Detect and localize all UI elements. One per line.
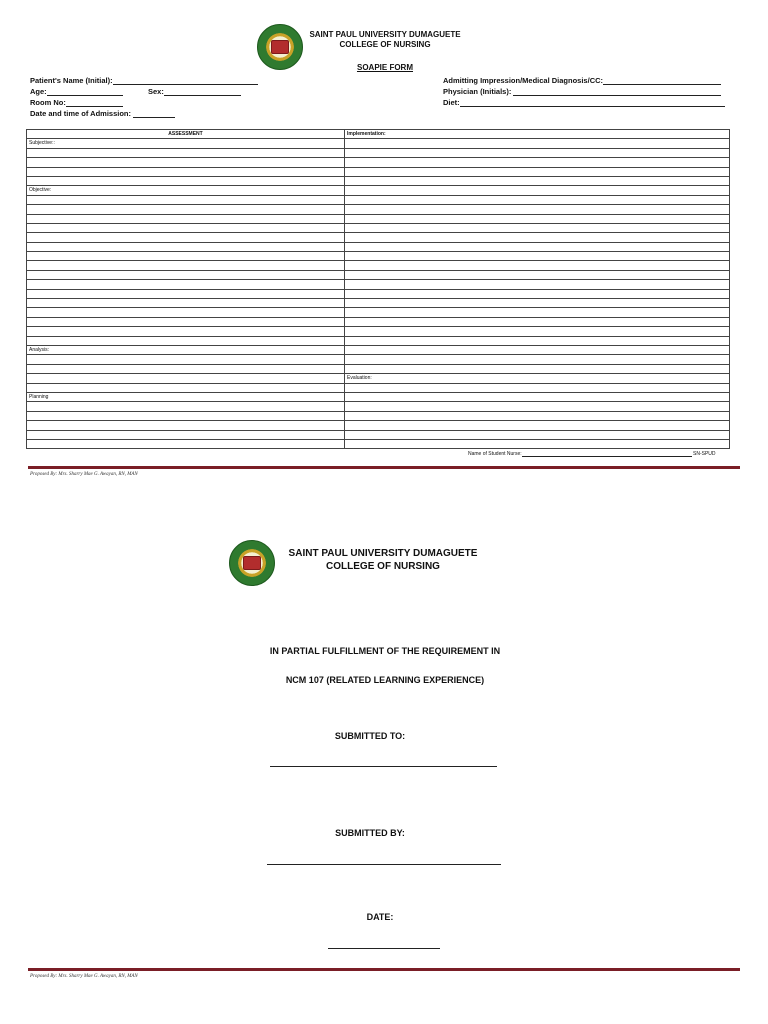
table-row [27,317,730,326]
evaluation-label[interactable]: Evaluation: [345,374,730,383]
table-row [27,214,730,223]
admission-line[interactable] [133,117,175,118]
diet-label: Diet: [443,98,460,107]
implementation-cell[interactable] [345,148,730,157]
assessment-cell[interactable] [27,289,345,298]
table-row [27,280,730,289]
assessment-cell[interactable] [27,402,345,411]
table-row [27,139,730,148]
patient-name-line[interactable] [113,84,258,85]
assessment-cell[interactable] [27,261,345,270]
diet-field[interactable] [443,98,725,107]
soapie-table [26,129,730,449]
implementation-cell[interactable] [345,345,730,354]
table-row [27,355,730,364]
table-row [27,242,730,251]
implementation-cell[interactable] [345,176,730,185]
implementation-cell[interactable] [345,270,730,279]
form-title: SOAPIE FORM [356,63,413,72]
assessment-cell[interactable] [27,176,345,185]
impression-field[interactable] [443,76,721,85]
table-row [27,364,730,373]
room-label: Room No: [30,98,66,107]
implementation-cell[interactable] [345,223,730,232]
footer-rule [28,466,740,469]
cover-university-name: SAINT PAUL UNIVERSITY DUMAGUETE [288,548,478,559]
implementation-cell[interactable] [345,430,730,439]
implementation-cell[interactable] [345,402,730,411]
table-row [27,270,730,279]
table-row [27,402,730,411]
table-row [27,205,730,214]
table-row [27,336,730,345]
assessment-cell[interactable] [27,336,345,345]
assessment-cell[interactable] [27,223,345,232]
assessment-cell[interactable] [27,167,345,176]
implementation-cell[interactable] [345,421,730,430]
assessment-cell[interactable] [27,148,345,157]
table-row [27,421,730,430]
age-field[interactable] [30,87,123,96]
course-text: NCM 107 (RELATED LEARNING EXPERIENCE) [285,675,485,685]
sex-label: Sex: [148,87,164,96]
student-nurse-line[interactable] [522,456,692,457]
implementation-cell[interactable] [345,139,730,148]
assessment-cell[interactable] [27,411,345,420]
table-row [27,148,730,157]
assessment-cell[interactable] [27,439,345,448]
room-line[interactable] [66,106,123,107]
implementation-cell[interactable] [345,327,730,336]
implementation-cell[interactable] [345,252,730,261]
implementation-cell[interactable] [345,392,730,401]
objective-label[interactable]: Objective: [27,186,345,195]
college-name: COLLEGE OF NURSING [339,40,431,49]
assessment-cell[interactable] [27,242,345,251]
table-row [27,289,730,298]
implementation-cell[interactable] [345,214,730,223]
age-label: Age: [30,87,47,96]
assessment-cell[interactable] [27,158,345,167]
patient-name-field[interactable] [30,76,258,85]
implementation-cell[interactable] [345,158,730,167]
table-row [27,383,730,392]
table-row [27,345,730,354]
submitted-to-line[interactable] [270,766,497,767]
implementation-cell[interactable] [345,439,730,448]
table-row [27,167,730,176]
assessment-cell[interactable] [27,317,345,326]
table-row [27,130,730,139]
patient-name-label: Patient's Name (Initial): [30,76,113,85]
requirement-text: IN PARTIAL FULFILLMENT OF THE REQUIREMENT IN [269,646,501,656]
implementation-cell[interactable] [345,355,730,364]
implementation-cell[interactable] [345,167,730,176]
assessment-cell[interactable] [27,374,345,383]
assessment-cell[interactable] [27,195,345,204]
admission-field[interactable] [30,109,175,118]
assessment-cell[interactable] [27,214,345,223]
student-nurse-label: Name of Student Nurse: [468,451,522,457]
assessment-cell[interactable] [27,383,345,392]
impression-line[interactable] [603,84,721,85]
assessment-cell[interactable] [27,252,345,261]
age-line[interactable] [47,95,123,96]
diet-line[interactable] [460,106,725,107]
table-row [27,374,730,383]
submitted-by-line[interactable] [267,864,501,865]
cover-university-seal-logo [229,540,275,586]
assessment-cell[interactable] [27,355,345,364]
implementation-cell[interactable] [345,242,730,251]
university-seal-logo [257,24,303,70]
student-nurse-field[interactable] [468,451,716,457]
implementation-cell[interactable] [345,261,730,270]
date-line[interactable] [328,948,440,949]
table-row [27,261,730,270]
implementation-header: Implementation: [345,130,730,139]
assessment-cell[interactable] [27,270,345,279]
assessment-cell[interactable] [27,430,345,439]
implementation-cell[interactable] [345,364,730,373]
implementation-cell[interactable] [345,308,730,317]
proposed-by: Proposed By: Mrs. Sharry Mae G. Awayan, RN, MAN [30,472,138,477]
sex-field[interactable] [148,87,241,96]
subjective-label[interactable]: Subjective:: [27,139,345,148]
table-row [27,223,730,232]
assessment-cell[interactable] [27,327,345,336]
table-row [27,392,730,401]
table-row [27,252,730,261]
implementation-cell[interactable] [345,383,730,392]
table-row [27,195,730,204]
assessment-cell[interactable] [27,299,345,308]
assessment-cell[interactable] [27,205,345,214]
university-name: SAINT PAUL UNIVERSITY DUMAGUETE [309,30,461,39]
form-code: SN-SPUD [693,451,716,457]
cover-proposed-by: Proposed By: Mrs. Sharry Mae G. Awayan, RN, MAN [30,974,138,979]
analysis-label[interactable]: Analysis: [27,345,345,354]
assessment-cell[interactable] [27,280,345,289]
cover-footer-rule [28,968,740,971]
implementation-cell[interactable] [345,299,730,308]
planning-label[interactable]: Planning [27,392,345,401]
submitted-by-label: SUBMITTED BY: [335,828,405,838]
implementation-cell[interactable] [345,336,730,345]
assessment-cell[interactable] [27,233,345,242]
submitted-to-label: SUBMITTED TO: [334,731,406,741]
assessment-cell[interactable] [27,308,345,317]
table-row [27,430,730,439]
assessment-cell[interactable] [27,421,345,430]
impression-label: Admitting Impression/Medical Diagnosis/CC: [443,76,604,85]
date-label: DATE: [366,912,394,922]
table-row [27,439,730,448]
table-row [27,233,730,242]
implementation-cell[interactable] [345,186,730,195]
table-row [27,158,730,167]
physician-field[interactable] [443,87,721,96]
table-row [27,411,730,420]
assessment-cell[interactable] [27,364,345,373]
table-row [27,327,730,336]
sex-line[interactable] [164,95,241,96]
implementation-cell[interactable] [345,280,730,289]
implementation-cell[interactable] [345,195,730,204]
physician-label: Physician (Initials): [443,87,512,96]
assessment-header: ASSESSMENT [27,130,345,139]
implementation-cell[interactable] [345,317,730,326]
table-row [27,186,730,195]
implementation-cell[interactable] [345,411,730,420]
room-field[interactable] [30,98,123,107]
admission-label: Date and time of Admission: [30,109,131,118]
form-header [300,30,470,50]
cover-header [278,548,488,573]
table-row [27,176,730,185]
table-row [27,299,730,308]
physician-line[interactable] [513,95,721,96]
implementation-cell[interactable] [345,233,730,242]
cover-college-name: COLLEGE OF NURSING [326,560,440,572]
implementation-cell[interactable] [345,205,730,214]
implementation-cell[interactable] [345,289,730,298]
table-row [27,308,730,317]
